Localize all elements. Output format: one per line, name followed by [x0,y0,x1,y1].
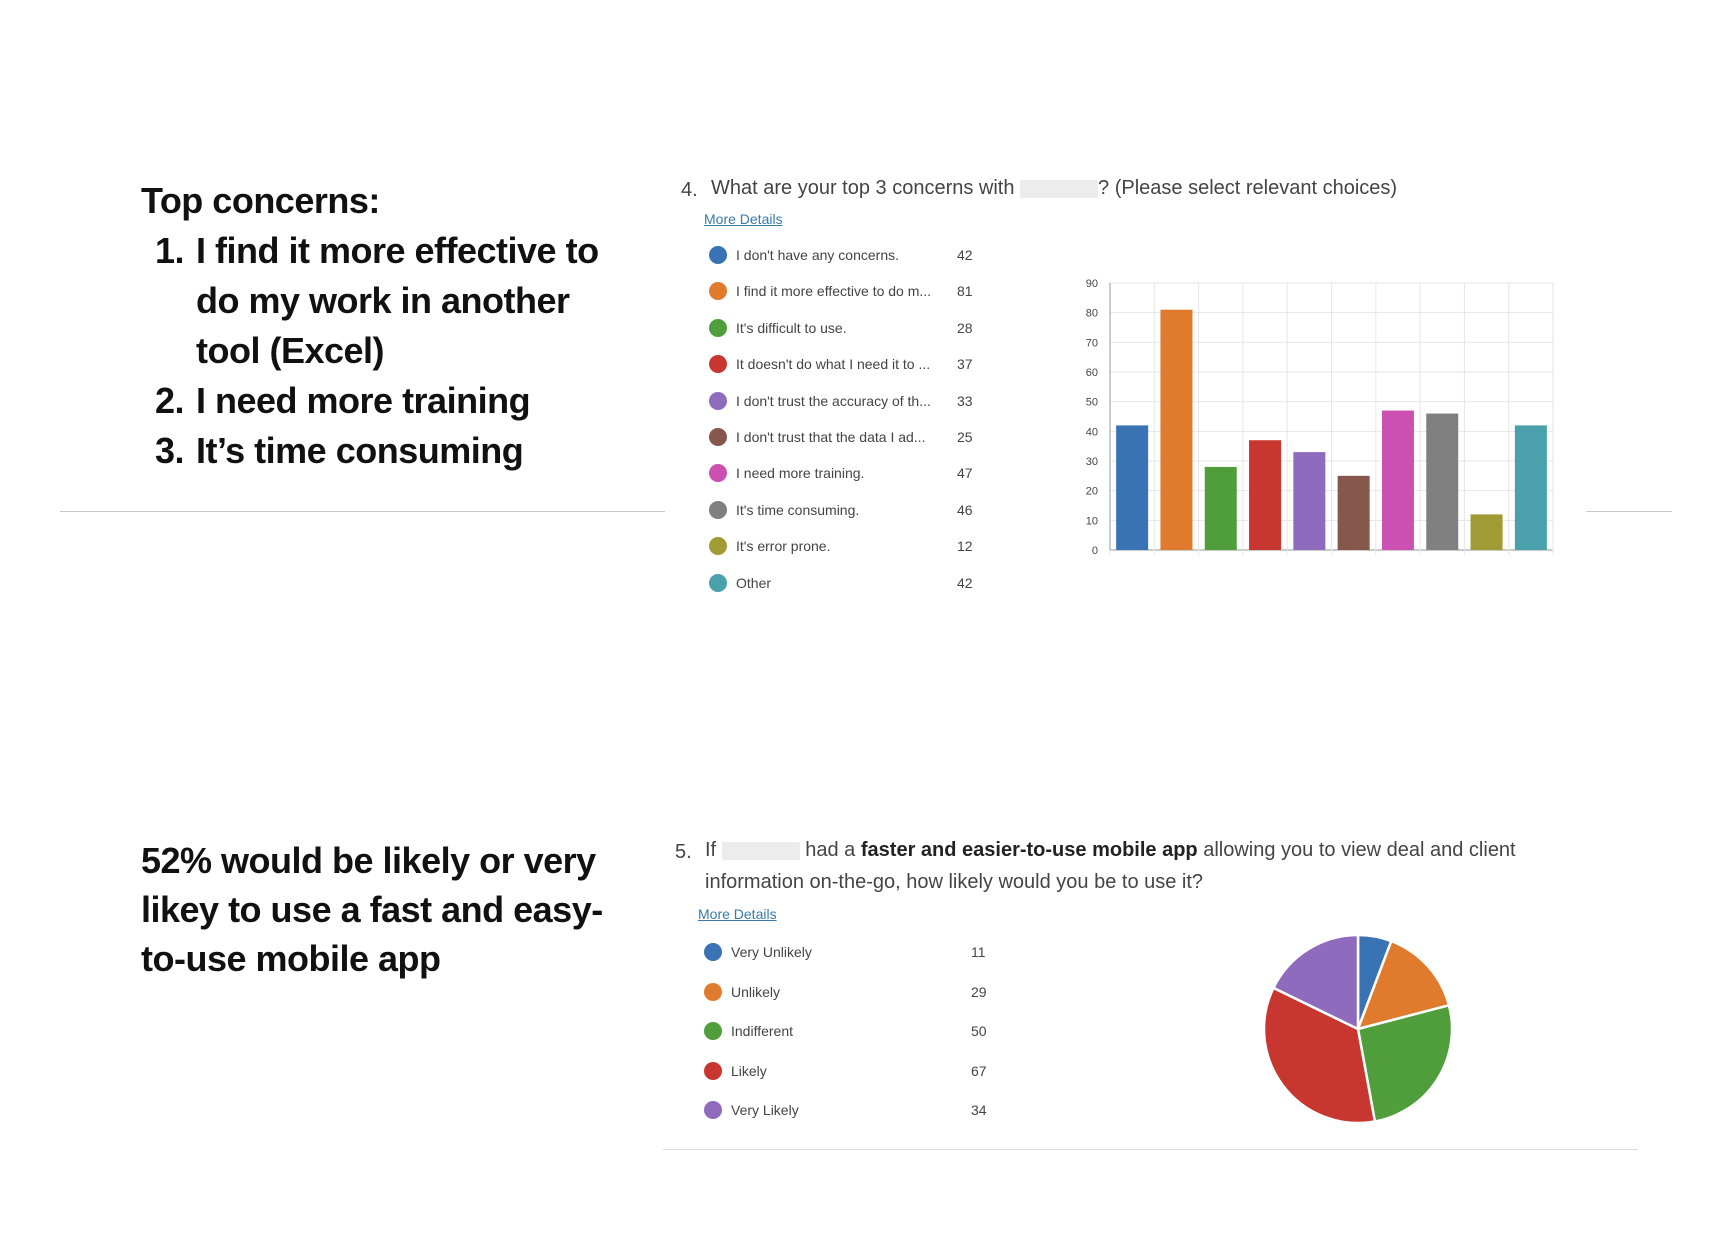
q4-title [681,172,1511,204]
divider-right [1586,511,1672,512]
legend-value: 28 [957,319,973,336]
legend-color-dot [709,501,727,519]
redacted-product-name [1020,180,1098,198]
legend-value: 29 [971,983,987,1000]
divider-left [60,511,665,512]
concern-text: It’s time consuming [196,430,524,471]
q4-more-details-link[interactable]: More Details [704,211,783,227]
legend-label: It's time consuming. [736,501,860,518]
bar [1293,452,1325,550]
legend-color-dot [709,428,727,446]
legend-label: Indifferent [731,1023,794,1039]
legend-value: 12 [957,538,973,555]
q5-text-if: If [705,839,717,861]
legend-label: I don't trust the accuracy of th... [736,392,931,409]
y-tick-label: 50 [1085,396,1098,409]
concern-item [141,226,621,376]
q5-text-after: allowing you to view deal and client information on-the-go, how likely would you be to use it? [705,839,1516,893]
y-tick-label: 70 [1085,337,1098,350]
legend-color-dot [709,392,727,410]
q5-legend-row[interactable] [704,980,1011,1004]
legend-value: 33 [957,392,973,409]
legend-color-dot [709,537,727,555]
q4-legend-row[interactable] [709,243,997,267]
bar [1205,467,1237,550]
redacted-product-name [722,842,800,860]
y-tick-label: 20 [1085,485,1098,498]
legend-color-dot [704,1062,722,1080]
y-tick-label: 90 [1085,278,1098,290]
y-tick-label: 10 [1085,515,1098,528]
q4-legend-row[interactable] [709,279,997,303]
q5-legend-row[interactable] [704,1098,1011,1122]
legend-value: 47 [957,465,973,482]
legend-value: 37 [957,356,973,373]
q4-legend-row[interactable] [709,352,997,376]
q5-legend-row[interactable] [704,1059,1011,1083]
bar [1249,440,1281,550]
concern-number: 2. [155,380,185,421]
legend-color-dot [709,464,727,482]
q5-title [675,834,1605,898]
q4-title-after: ? (Please select relevant choices) [1098,177,1398,199]
legend-label: Unlikely [731,983,781,1000]
bar [1426,414,1458,550]
legend-value: 34 [971,1102,987,1118]
divider-bottom [663,1149,1638,1150]
legend-label: I find it more effective to do m... [736,283,932,300]
pie-slice [1358,1005,1452,1121]
legend-value: 25 [957,429,973,445]
bar [1382,411,1414,550]
legend-value: 11 [971,944,986,960]
concern-item [141,426,621,476]
legend-label: Very Likely [731,1102,799,1118]
pie-slice [1358,941,1449,1029]
legend-label: Other [736,574,772,591]
q5-text-bold: faster and easier-to-use mobile app [860,839,1198,861]
concern-item [141,376,621,426]
q5-legend-row[interactable] [704,940,1011,964]
q4-legend-row[interactable] [709,534,997,558]
legend-label: Likely [731,1062,767,1079]
legend-color-dot [709,282,727,300]
concerns-list [141,226,621,476]
legend-color-dot [704,943,722,961]
bar [1116,425,1148,550]
q4-title-before: What are your top 3 concerns with [711,177,1015,199]
concern-text: I find it more effective to do my work in another tool (Excel) [196,230,599,371]
pie-slice [1264,988,1375,1123]
legend-value: 42 [957,574,973,591]
legend-label: I don't have any concerns. [736,247,899,263]
legend-color-dot [709,319,727,337]
legend-label: It doesn't do what I need it to ... [736,356,931,373]
pie-slice [1358,935,1391,1029]
bar [1471,514,1503,550]
y-tick-label: 60 [1085,367,1098,379]
mobile-app-summary [141,836,621,983]
legend-value: 50 [971,1023,987,1039]
q4-number: 4. [681,179,698,201]
concern-number: 3. [155,430,185,471]
y-tick-label: 80 [1085,307,1098,320]
legend-value: 67 [971,1062,987,1079]
q4-legend-row[interactable] [709,389,997,413]
legend-color-dot [709,246,727,264]
legend-label: I don't trust that the data I ad... [736,429,926,445]
q5-text-mid: had a [805,839,856,861]
q5-legend-row[interactable] [704,1019,1011,1043]
legend-label: I need more training. [736,465,865,482]
top-concerns-summary [141,176,621,476]
legend-value: 42 [957,247,973,263]
legend-label: It's difficult to use. [736,319,847,336]
pie-slice [1273,935,1358,1029]
summary2-text: 52% would be likely or very likey to use a fast and easy-to-use mobile app [141,840,603,979]
q5-number: 5. [675,841,692,863]
legend-value: 46 [957,501,973,518]
bar [1338,476,1370,550]
y-tick-label: 30 [1085,456,1098,468]
q4-legend-row[interactable] [709,316,997,340]
bar [1515,425,1547,550]
concern-number: 1. [155,230,185,271]
q4-legend-row[interactable] [709,498,997,522]
legend-color-dot [709,355,727,373]
legend-label: Very Unlikely [731,944,812,960]
concern-text: I need more training [196,380,531,421]
summary-heading: Top concerns: [141,180,380,221]
legend-label: It's error prone. [736,538,831,555]
legend-color-dot [704,1101,722,1119]
q4-legend-row[interactable] [709,571,997,595]
q4-legend-row[interactable] [709,461,997,485]
q5-more-details-link[interactable]: More Details [698,906,777,922]
legend-color-dot [704,1022,722,1040]
legend-color-dot [709,574,727,592]
y-tick-label: 40 [1085,426,1098,439]
y-tick-label: 0 [1091,545,1098,557]
legend-value: 81 [957,283,973,300]
q4-legend-row[interactable] [709,425,997,449]
bar [1160,310,1192,550]
legend-color-dot [704,983,722,1001]
